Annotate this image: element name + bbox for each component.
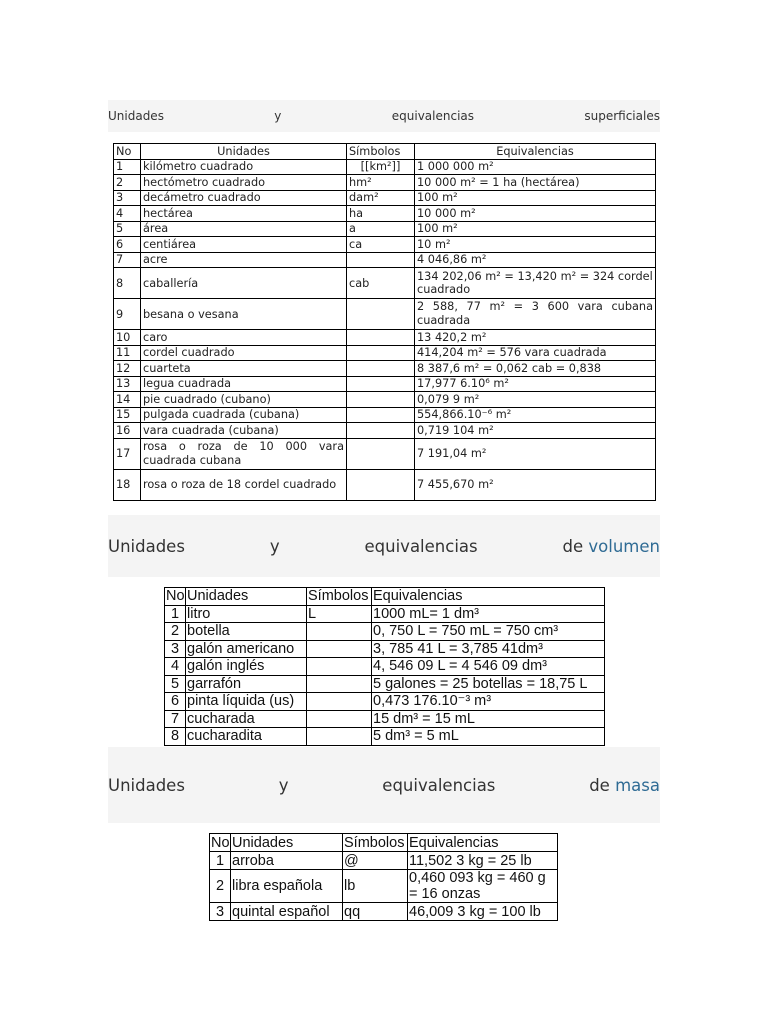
table-row [114,423,656,439]
unit-symbol [307,675,372,693]
heading-word: de [562,536,584,556]
unit-symbol [347,299,415,330]
header-simbolos: Símbolos [343,834,408,852]
table-row [114,407,656,423]
unit-name: decámetro cuadrado [141,190,347,206]
header-equivalencias: Equivalencias [408,834,558,852]
table-row [165,710,605,728]
section-heading-masa [108,747,660,823]
table-row [114,376,656,392]
unit-name: vara cuadrada (cubana) [141,423,347,439]
unit-equivalence: 17,977 6.10⁶ m² [415,376,656,392]
unit-symbol [307,658,372,676]
unit-equivalence: 2 588, 77 m² = 3 600 vara cubana cuadrada [415,299,656,330]
table-header-row [210,834,558,852]
row-number: 8 [165,728,186,746]
row-number: 6 [165,693,186,711]
unit-equivalence: 1 000 000 m² [415,159,656,175]
row-number: 12 [114,361,141,377]
superficie-table [113,143,656,501]
table-row [114,345,656,361]
table-header-row [165,588,605,606]
unit-symbol: a [347,221,415,237]
volumen-table [164,587,605,746]
unit-equivalence: 11,502 3 kg = 25 lb [408,852,558,870]
heading-accent-word: volumen [588,536,660,556]
unit-symbol [307,728,372,746]
heading-word: equivalencias [382,775,496,795]
unit-equivalence: 15 dm³ = 15 mL [372,710,605,728]
unit-symbol [347,376,415,392]
unit-name: caro [141,330,347,346]
unit-equivalence: 4, 546 09 L = 4 546 09 dm³ [372,658,605,676]
row-number: 3 [210,903,231,921]
section-heading-superficiales [108,100,660,132]
unit-equivalence: 554,866.10⁻⁶ m² [415,407,656,423]
unit-equivalence: 134 202,06 m² = 13,420 m² = 324 cordel cuadrado [415,268,656,299]
unit-equivalence: 0,460 093 kg = 460 g = 16 onzas [408,870,558,903]
section-heading-volumen [108,515,660,577]
unit-symbol [347,469,415,500]
unit-equivalence: 0,473 176.10⁻³ m³ [372,693,605,711]
unit-equivalence: 3, 785 41 L = 3,785 41dm³ [372,640,605,658]
table-row [114,438,656,469]
unit-symbol: lb [343,870,408,903]
unit-equivalence: 10 m² [415,237,656,253]
unit-name: rosa o roza de 18 cordel cuadrado [141,469,347,500]
table-row [165,623,605,641]
unit-symbol [307,623,372,641]
header-equivalencias: Equivalencias [415,144,656,160]
header-no: No [211,834,230,851]
unit-symbol: qq [343,903,408,921]
row-number: 5 [114,221,141,237]
unit-name: rosa o roza de 10 000 vara cuadrada cubana [141,438,347,469]
header-no: No [114,144,141,160]
unit-symbol [347,252,415,268]
unit-symbol [307,710,372,728]
unit-equivalence: 5 galones = 25 botellas = 18,75 L [372,675,605,693]
unit-name: cordel cuadrado [141,345,347,361]
table-row [165,605,605,623]
unit-name: cucharadita [186,728,307,746]
unit-equivalence: 100 m² [415,221,656,237]
header-equivalencias: Equivalencias [372,588,605,606]
unit-symbol [347,392,415,408]
table-header-row [114,144,656,160]
heading-word: y [274,109,282,123]
heading-word: Unidades [108,109,164,123]
table-row [114,206,656,222]
row-number: 2 [165,623,186,641]
unit-name: cuarteta [141,361,347,377]
row-number: 3 [165,640,186,658]
table-row [114,330,656,346]
unit-name: pinta líquida (us) [186,693,307,711]
header-unidades: Unidades [231,834,343,852]
heading-word: superficiales [584,109,660,123]
unit-symbol [347,438,415,469]
row-number: 10 [114,330,141,346]
heading-word: de [589,775,610,795]
unit-equivalence: 100 m² [415,190,656,206]
table-row [165,640,605,658]
unit-name: hectárea [141,206,347,222]
table-row [114,252,656,268]
table-row [114,299,656,330]
heading-word: Unidades [108,536,185,556]
header-no: No [166,588,185,605]
table-row [114,159,656,175]
unit-symbol: @ [343,852,408,870]
row-number: 3 [114,190,141,206]
table-row [210,870,558,903]
unit-name: acre [141,252,347,268]
unit-symbol: [[km²]] [347,159,415,175]
row-number: 2 [114,175,141,191]
table-row [114,392,656,408]
unit-name: garrafón [186,675,307,693]
unit-equivalence: 5 dm³ = 5 mL [372,728,605,746]
unit-name: pie cuadrado (cubano) [141,392,347,408]
header-simbolos: Símbolos [347,144,415,160]
table-row [114,361,656,377]
unit-equivalence: 8 387,6 m² = 0,062 cab = 0,838 [415,361,656,377]
row-number: 13 [114,376,141,392]
unit-symbol [347,423,415,439]
unit-name: caballería [141,268,347,299]
table-row [165,728,605,746]
unit-name: libra española [231,870,343,903]
unit-name: kilómetro cuadrado [141,159,347,175]
unit-equivalence: 10 000 m² [415,206,656,222]
row-number: 7 [165,710,186,728]
row-number: 4 [114,206,141,222]
heading-word: Unidades [108,775,185,795]
row-number: 1 [165,605,186,623]
unit-name: centiárea [141,237,347,253]
unit-equivalence: 0,719 104 m² [415,423,656,439]
header-unidades: Unidades [141,144,347,160]
unit-symbol: ca [347,237,415,253]
unit-equivalence: 4 046,86 m² [415,252,656,268]
table-row [114,221,656,237]
unit-symbol: dam² [347,190,415,206]
unit-equivalence: 0, 750 L = 750 mL = 750 cm³ [372,623,605,641]
unit-name: legua cuadrada [141,376,347,392]
row-number: 17 [114,438,141,469]
table-row [210,852,558,870]
row-number: 8 [114,268,141,299]
row-number: 1 [210,852,231,870]
unit-equivalence: 10 000 m² = 1 ha (hectárea) [415,175,656,191]
unit-name: galón americano [186,640,307,658]
table-row [165,693,605,711]
unit-symbol [347,345,415,361]
unit-name: cucharada [186,710,307,728]
heading-word-group [563,537,660,556]
unit-name: arroba [231,852,343,870]
row-number: 11 [114,345,141,361]
unit-symbol: L [307,605,372,623]
row-number: 6 [114,237,141,253]
unit-symbol: hm² [347,175,415,191]
table-row [114,175,656,191]
row-number: 7 [114,252,141,268]
unit-symbol: cab [347,268,415,299]
table-row [114,237,656,253]
table-row [165,675,605,693]
row-number: 15 [114,407,141,423]
unit-symbol: ha [347,206,415,222]
unit-symbol [307,640,372,658]
unit-name: galón inglés [186,658,307,676]
unit-symbol [347,361,415,377]
unit-name: hectómetro cuadrado [141,175,347,191]
header-simbolos: Símbolos [307,588,372,606]
heading-word: equivalencias [391,109,475,123]
table-row [210,903,558,921]
row-number: 5 [165,675,186,693]
masa-table [209,833,558,921]
row-number: 1 [114,159,141,175]
row-number: 18 [114,469,141,500]
unit-name: botella [186,623,307,641]
row-number: 14 [114,392,141,408]
row-number: 4 [165,658,186,676]
unit-equivalence: 414,204 m² = 576 vara cuadrada [415,345,656,361]
unit-equivalence: 1000 mL= 1 dm³ [372,605,605,623]
unit-symbol [347,407,415,423]
unit-symbol [307,693,372,711]
unit-equivalence: 13 420,2 m² [415,330,656,346]
row-number: 9 [114,299,141,330]
unit-name: besana o vesana [141,299,347,330]
unit-name: pulgada cuadrada (cubana) [141,407,347,423]
heading-word-group [589,776,660,795]
header-unidades: Unidades [186,588,307,606]
unit-equivalence: 0,079 9 m² [415,392,656,408]
unit-symbol [347,330,415,346]
unit-name: quintal español [231,903,343,921]
unit-name: litro [186,605,307,623]
unit-equivalence: 46,009 3 kg = 100 lb [408,903,558,921]
unit-name: área [141,221,347,237]
heading-word: equivalencias [364,536,478,556]
heading-accent-word: masa [615,775,660,795]
heading-word: y [269,536,280,556]
row-number: 16 [114,423,141,439]
unit-equivalence: 7 191,04 m² [415,438,656,469]
row-number: 2 [210,870,231,903]
table-row [165,658,605,676]
unit-equivalence: 7 455,670 m² [415,469,656,500]
table-row [114,268,656,299]
table-row [114,190,656,206]
table-row [114,469,656,500]
heading-word: y [278,775,289,795]
